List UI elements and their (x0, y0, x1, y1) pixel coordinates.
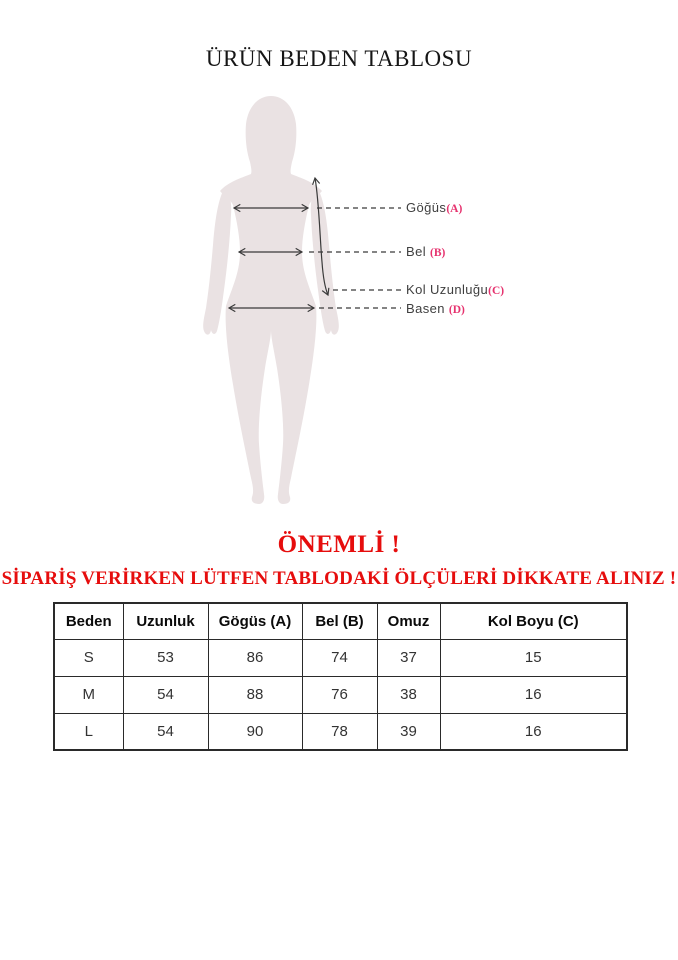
table-cell: 54 (123, 676, 208, 713)
table-cell: 74 (302, 639, 377, 676)
table-row-size-s (54, 639, 627, 676)
waist-label-text: Bel (406, 244, 431, 259)
arm-length-label-text: Kol Uzunluğu (406, 282, 489, 297)
size-table-header-row (54, 603, 627, 639)
warning-message: SİPARİŞ VERİRKEN LÜTFEN TABLODAKİ ÖLÇÜLERİ DİKKATE ALINIZ ! (1, 568, 677, 589)
table-cell: 86 (208, 639, 302, 676)
col-header-omuz: Omuz (377, 603, 440, 639)
col-header-kol-boyu: Kol Boyu (C) (440, 603, 627, 639)
table-cell: 39 (377, 713, 440, 750)
chest-label-text: Göğüs (406, 200, 447, 215)
table-cell: 54 (123, 713, 208, 750)
table-cell: 76 (302, 676, 377, 713)
table-cell: S (54, 639, 123, 676)
col-header-uzunluk: Uzunluk (123, 603, 208, 639)
table-row-size-l (54, 713, 627, 750)
table-cell: M (54, 676, 123, 713)
page-title: ÜRÜN BEDEN TABLOSU (205, 46, 473, 71)
chest-label (406, 201, 462, 215)
hip-label (406, 302, 465, 316)
table-row-size-m (54, 676, 627, 713)
hip-label-letter: (D) (448, 304, 465, 316)
table-cell: L (54, 713, 123, 750)
table-cell: 16 (440, 676, 627, 713)
hip-label-text: Basen (406, 301, 449, 316)
col-header-beden: Beden (54, 603, 123, 639)
table-cell: 16 (440, 713, 627, 750)
body-silhouette (220, 96, 322, 504)
table-cell: 88 (208, 676, 302, 713)
table-cell: 90 (208, 713, 302, 750)
table-cell: 38 (377, 676, 440, 713)
waist-label-letter: (B) (430, 247, 446, 259)
arm-length-label (406, 283, 504, 297)
col-header-gogus: Gögüs (A) (208, 603, 302, 639)
chest-label-letter: (A) (446, 203, 463, 215)
size-table (53, 602, 628, 751)
col-header-bel: Bel (B) (302, 603, 377, 639)
arm-length-label-letter: (C) (488, 285, 505, 297)
table-cell: 53 (123, 639, 208, 676)
waist-label (406, 245, 445, 259)
table-cell: 15 (440, 639, 627, 676)
table-cell: 78 (302, 713, 377, 750)
warning-heading: ÖNEMLİ ! (277, 531, 401, 558)
table-cell: 37 (377, 639, 440, 676)
